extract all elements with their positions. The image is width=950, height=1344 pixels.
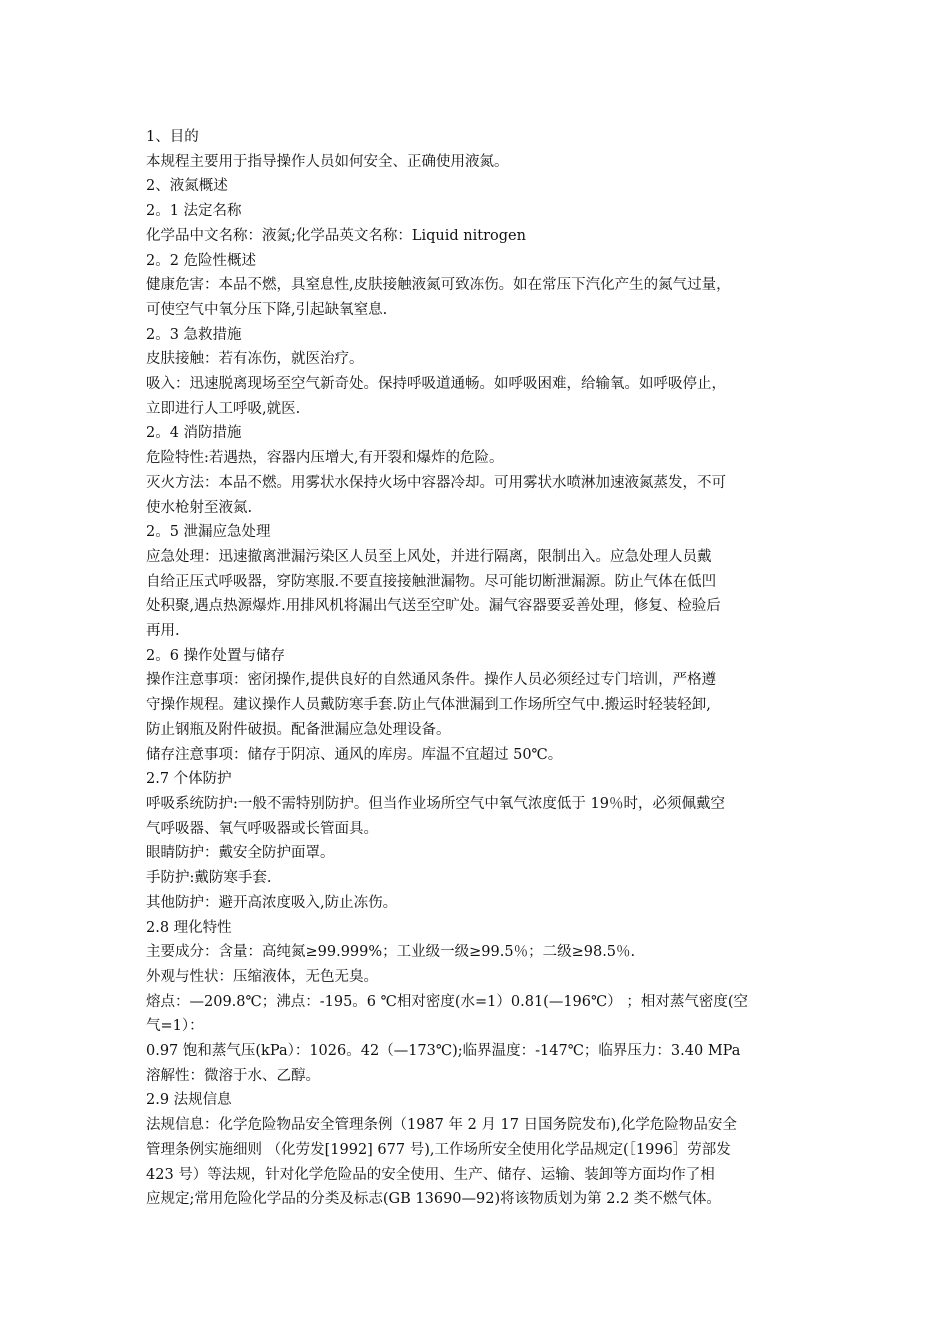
subheading-ppe: 2.7 个体防护 xyxy=(146,771,232,788)
text-line: 气=1）： xyxy=(146,1018,204,1035)
text-line: 管理条例实施细则 （化劳发[1992] 677 号),工作场所安全使用化学品规定(［1996］劳部发 xyxy=(146,1141,731,1158)
text-line: 立即进行人工呼吸,就医. xyxy=(146,400,301,417)
text-line: 灭火方法：本品不燃。用雾状水保持火场中容器冷却。可用雾状水喷淋加速液氮蒸发，不可 xyxy=(146,474,726,491)
text-line: 储存注意事项：储存于阴凉、通风的库房。库温不宜超过 50℃。 xyxy=(146,746,563,763)
text-line: 操作注意事项：密闭操作,提供良好的自然通风条件。操作人员必须经过专门培训，严格遵 xyxy=(146,672,717,689)
text-line: 熔点：—209.8℃；沸点：-195。6 ℃相对密度(水=1）0.81(—196℃） ；相对蒸气密度(空 xyxy=(146,993,748,1010)
subheading-leak: 2。5 泄漏应急处理 xyxy=(146,524,271,541)
subheading-firefighting: 2。4 消防措施 xyxy=(146,425,242,442)
text-line: 呼吸系统防护:一般不需特别防护。但当作业场所空气中氧气浓度低于 19％时，必须佩戴空 xyxy=(146,795,725,812)
text-line: 处积聚,遇点热源爆炸.用排风机将漏出气送至空旷处。漏气容器要妥善处理，修复、检验后 xyxy=(146,598,721,615)
text-line: 本规程主要用于指导操作人员如何安全、正确使用液氮。 xyxy=(146,153,509,170)
text-line: 外观与性状：压缩液体，无色无臭。 xyxy=(146,968,378,985)
text-line: 0.97 饱和蒸气压(kPa）：1026。42（—173℃);临界温度：-147℃；临界压力：3.40 MPa xyxy=(146,1043,741,1060)
text-line: 其他防护：避开高浓度吸入,防止冻伤。 xyxy=(146,894,398,911)
text-line: 应急处理：迅速撤离泄漏污染区人员至上风处，并进行隔离，限制出入。应急处理人员戴 xyxy=(146,548,712,565)
heading-overview: 2、液氮概述 xyxy=(146,178,228,195)
text-line: 吸入：迅速脱离现场至空气新奇处。保持呼吸道通畅。如呼吸困难，给输氧。如呼吸停止， xyxy=(146,376,726,393)
text-line: 主要成分：含量：高纯氮≥99.999%；工业级一级≥99.5％；二级≥98.5％. xyxy=(146,944,636,961)
text-line: 溶解性：微溶于水、乙醇。 xyxy=(146,1067,320,1084)
text-line: 眼睛防护：戴安全防护面罩。 xyxy=(146,845,335,862)
text-line: 423 号）等法规，针对化学危险品的安全使用、生产、储存、运输、装卸等方面均作了相 xyxy=(146,1166,715,1183)
subheading-regulations: 2.9 法规信息 xyxy=(146,1092,232,1109)
text-line: 守操作规程。建议操作人员戴防寒手套.防止气体泄漏到工作场所空气中.搬运时轻装轻卸, xyxy=(146,697,711,714)
subheading-first-aid: 2。3 急救措施 xyxy=(146,326,242,343)
heading-purpose: 1、目的 xyxy=(146,129,199,145)
text-line: 危险特性:若遇热，容器内压增大,有开裂和爆炸的危险。 xyxy=(146,450,504,467)
subheading-properties: 2.8 理化特性 xyxy=(146,919,232,936)
subheading-legal-name: 2。1 法定名称 xyxy=(146,203,242,220)
text-line: 化学品中文名称：液氮;化学品英文名称：Liquid nitrogen xyxy=(146,227,526,244)
text-line: 气呼吸器、氧气呼吸器或长管面具。 xyxy=(146,820,378,837)
subheading-hazard: 2。2 危险性概述 xyxy=(146,252,257,269)
text-line: 手防护:戴防寒手套. xyxy=(146,870,272,887)
text-line: 健康危害：本品不燃，具窒息性,皮肤接触液氮可致冻伤。如在常压下汽化产生的氮气过量， xyxy=(146,277,731,294)
document-body xyxy=(146,125,821,1212)
text-line: 使水枪射至液氮. xyxy=(146,499,253,516)
subheading-handling-storage: 2。6 操作处置与储存 xyxy=(146,647,286,664)
text-line: 可使空气中氧分压下降,引起缺氧窒息. xyxy=(146,301,388,318)
text-line: 法规信息：化学危险物品安全管理条例（1987 年 2 月 17 日国务院发布),化学危险物品安全 xyxy=(146,1117,737,1134)
text-line: 防止钢瓶及附件破损。配备泄漏应急处理设备。 xyxy=(146,721,451,738)
text-line: 再用. xyxy=(146,623,180,640)
text-line: 自给正压式呼吸器，穿防寒服.不要直接接触泄漏物。尽可能切断泄漏源。防止气体在低凹 xyxy=(146,573,717,590)
text-line: 应规定;常用危险化学品的分类及标志(GB 13690—92)将该物质划为第 2.2 类不燃气体。 xyxy=(146,1191,721,1208)
text-line: 皮肤接触：若有冻伤，就医治疗。 xyxy=(146,351,364,368)
